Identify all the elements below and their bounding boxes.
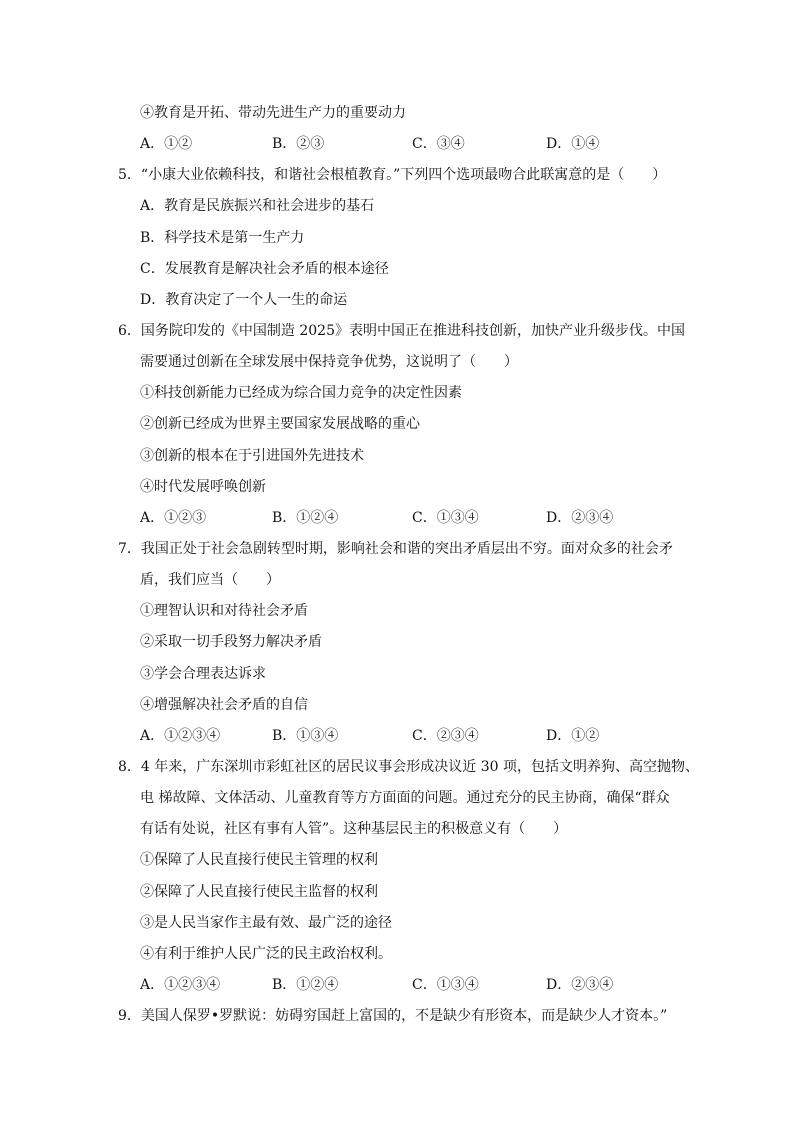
q7-item-2: ②采取一切手段努力解决矛盾 xyxy=(140,634,322,650)
q8-option-a: A．①②③④ xyxy=(140,977,221,993)
q5-stem: 5．“小康大业依赖科技，和谐社会根植教育。”下列四个选项最吻合此联寓意的是（ ） xyxy=(118,167,667,183)
q7-option-c: C．②③④ xyxy=(412,728,479,744)
q6-item-3: ③创新的根本在于引进国外先进技术 xyxy=(140,448,364,464)
q8-item-3: ③是人民当家作主最有效、最广泛的途径 xyxy=(140,915,392,931)
q8-stem-line-2: 电 梯故障、文体活动、儿童教育等方方面面的问题。通过充分的民主协商，确保“群众 xyxy=(140,790,670,806)
q7-item-4: ④增强解决社会矛盾的自信 xyxy=(140,697,308,713)
q6-option-b: B．①②④ xyxy=(272,510,339,526)
q6-option-a: A．①②③ xyxy=(140,510,207,526)
q8-option-c: C．①③④ xyxy=(412,977,479,993)
q6-item-4: ④时代发展呼唤创新 xyxy=(140,479,266,495)
q4-option-d: D．①④ xyxy=(546,136,600,152)
q9-stem-line-1: 9．美国人保罗•罗默说：妨碍穷国赶上富国的，不是缺少有形资本，而是缺少人才资本。” xyxy=(118,1008,668,1024)
q8-options xyxy=(140,975,700,995)
q6-option-d: D．②③④ xyxy=(546,510,614,526)
q8-item-4: ④有利于维护人民广泛的民主政治权利。 xyxy=(140,946,392,962)
q6-options xyxy=(140,508,700,528)
q5-option-c: C．发展教育是解决社会矛盾的根本途径 xyxy=(140,261,389,277)
q7-option-d: D．①② xyxy=(546,728,600,744)
q6-stem-line-1: 6．国务院印发的《中国制造 2025》表明中国正在推进科技创新，加快产业升级步伐。中国 xyxy=(118,323,685,339)
q7-option-a: A．①②③④ xyxy=(140,728,221,744)
q8-stem-line-3: 有话有处说，社区有事有人管”。这种基层民主的积极意义有（ ） xyxy=(140,821,568,837)
q7-option-b: B．①③④ xyxy=(272,728,339,744)
q7-item-1: ①理智认识和对待社会矛盾 xyxy=(140,603,308,619)
q8-option-b: B．①②④ xyxy=(272,977,339,993)
q8-option-d: D．②③④ xyxy=(546,977,614,993)
q4-option-c: C．③④ xyxy=(412,136,465,152)
q4-options xyxy=(140,134,700,154)
q6-option-c: C．①③④ xyxy=(412,510,479,526)
q7-stem-line-1: 7．我国正处于社会急剧转型时期，影响社会和谐的突出矛盾层出不穷。面对众多的社会矛 xyxy=(118,541,673,557)
q7-item-3: ③学会合理表达诉求 xyxy=(140,666,266,682)
q4-item-4: ④教育是开拓、带动先进生产力的重要动力 xyxy=(140,105,406,121)
q5-option-a: A．教育是民族振兴和社会进步的基石 xyxy=(140,198,375,214)
q5-option-b: B．科学技术是第一生产力 xyxy=(140,230,305,246)
q8-item-1: ①保障了人民直接行使民主管理的权利 xyxy=(140,852,378,868)
q4-option-b: B．②③ xyxy=(272,136,325,152)
q6-item-1: ①科技创新能力已经成为综合国力竞争的决定性因素 xyxy=(140,385,462,401)
q8-stem-line-1: 8．4 年来，广东深圳市彩虹社区的居民议事会形成决议近 30 项，包括文明养狗、高空抛物、 xyxy=(118,759,699,775)
q6-item-2: ②创新已经成为世界主要国家发展战略的重心 xyxy=(140,416,420,432)
q7-options xyxy=(140,726,700,746)
q8-item-2: ②保障了人民直接行使民主监督的权利 xyxy=(140,884,378,900)
q4-option-a: A．①② xyxy=(140,136,193,152)
q5-option-d: D．教育决定了一个人一生的命运 xyxy=(140,292,348,308)
q6-stem-line-2: 需要通过创新在全球发展中保持竞争优势，这说明了（ ） xyxy=(140,354,518,370)
q7-stem-line-2: 盾，我们应当（ ） xyxy=(140,572,280,588)
